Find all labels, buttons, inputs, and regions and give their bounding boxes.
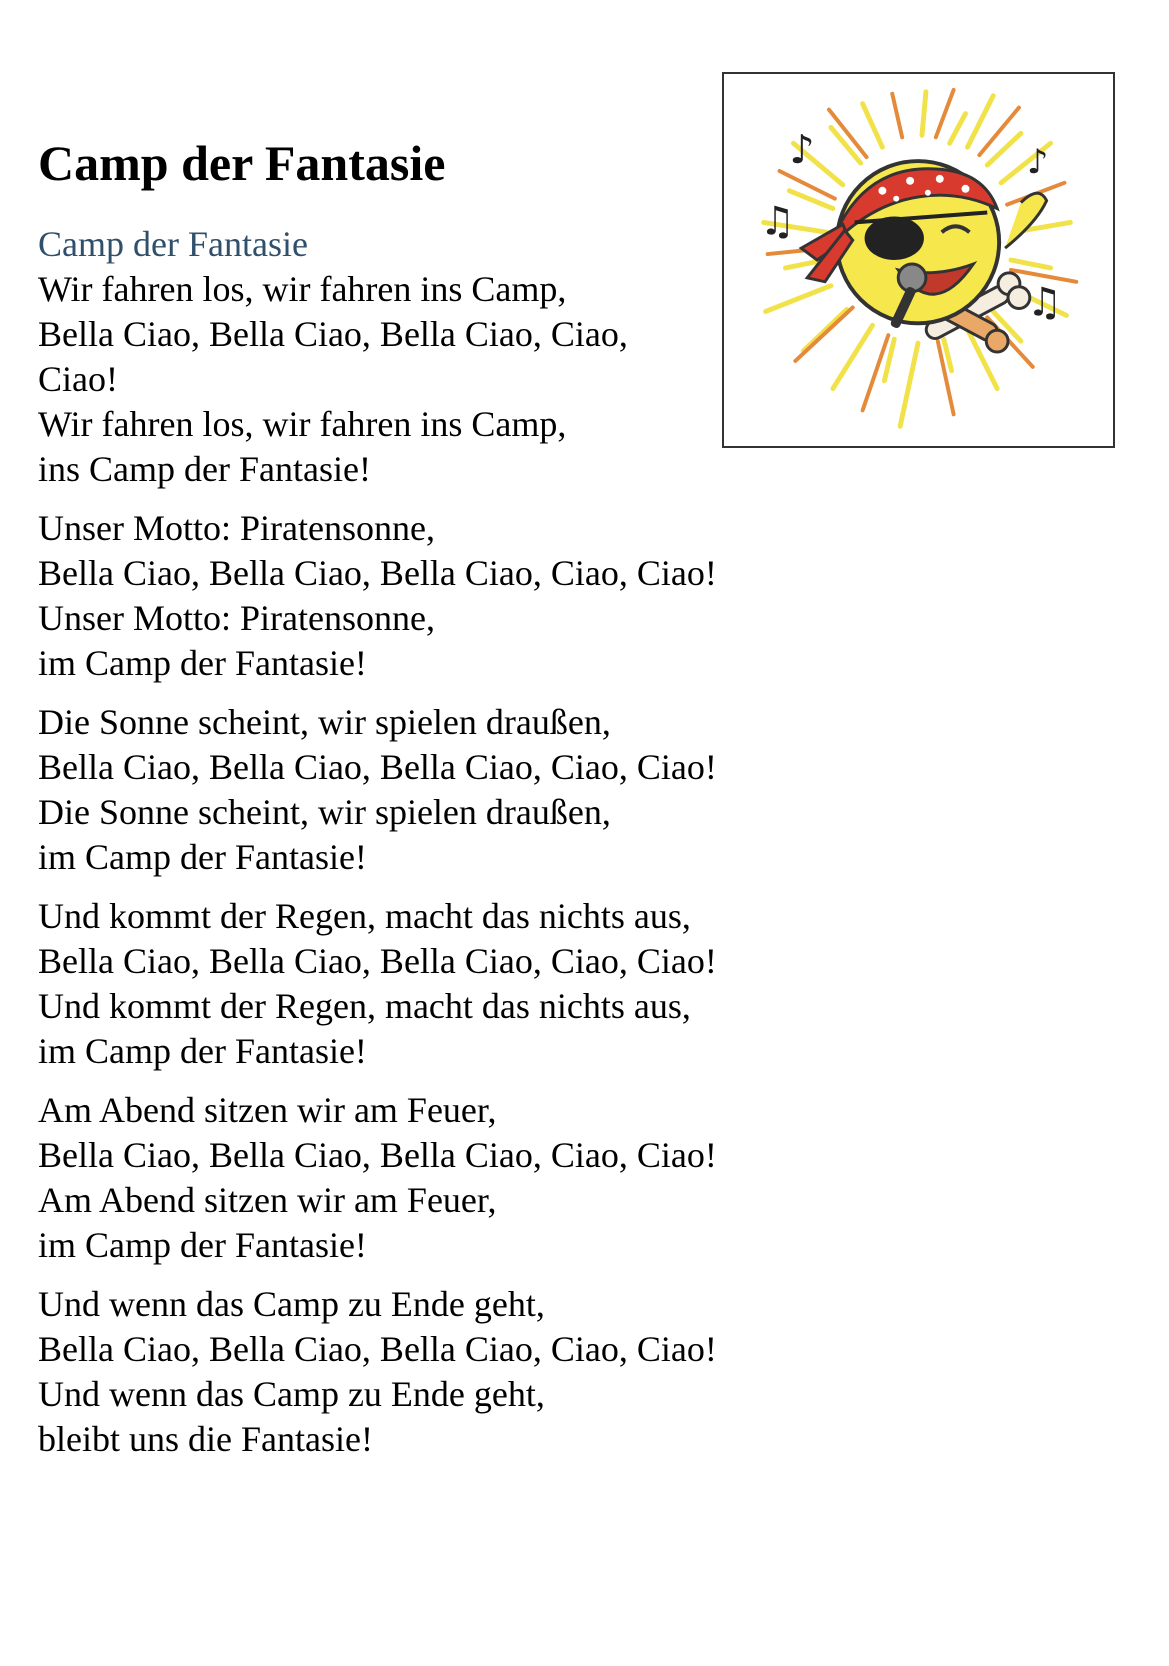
lyric-line: Bella Ciao, Bella Ciao, Bella Ciao, Ciao, Ciao! [38, 553, 717, 593]
lyric-line: Unser Motto: Piratensonne, [38, 598, 435, 638]
lyric-line: Bella Ciao, Bella Ciao, Bella Ciao, Ciao, Ciao! [38, 941, 717, 981]
lyric-line: Bella Ciao, Bella Ciao, Bella Ciao, Ciao, Ciao! [38, 314, 628, 399]
lyric-line: Und wenn das Camp zu Ende geht, [38, 1374, 545, 1414]
lyric-line: Wir fahren los, wir fahren ins Camp, [38, 404, 567, 444]
svg-text:♫: ♫ [1026, 279, 1063, 326]
lyrics [38, 222, 798, 1476]
stanza-6 [38, 1282, 798, 1462]
lyric-line: im Camp der Fantasie! [38, 1031, 367, 1071]
lyric-line: im Camp der Fantasie! [38, 643, 367, 683]
stanza-4 [38, 894, 798, 1074]
lyric-line: Wir fahren los, wir fahren ins Camp, [38, 269, 567, 309]
lyric-line: Und kommt der Regen, macht das nichts aus, [38, 986, 691, 1026]
lyric-line: Die Sonne scheint, wir spielen draußen, [38, 792, 611, 832]
lyric-line: im Camp der Fantasie! [38, 837, 367, 877]
lyric-line: Am Abend sitzen wir am Feuer, [38, 1180, 497, 1220]
stanza-5 [38, 1088, 798, 1268]
svg-text:♪: ♪ [789, 127, 815, 174]
lyric-line: Und wenn das Camp zu Ende geht, [38, 1284, 545, 1324]
lyric-line: Bella Ciao, Bella Ciao, Bella Ciao, Ciao, Ciao! [38, 1329, 717, 1369]
lyric-line: Die Sonne scheint, wir spielen draußen, [38, 702, 611, 742]
lyric-line: Unser Motto: Piratensonne, [38, 508, 435, 548]
lyric-line: bleibt uns die Fantasie! [38, 1419, 373, 1459]
stanza-2 [38, 506, 798, 686]
lyric-line: im Camp der Fantasie! [38, 1225, 367, 1265]
lyric-line: Bella Ciao, Bella Ciao, Bella Ciao, Ciao, Ciao! [38, 1135, 717, 1175]
page-title: Camp der Fantasie [38, 135, 446, 191]
lyric-line: ins Camp der Fantasie! [38, 449, 371, 489]
svg-text:♫: ♫ [759, 198, 796, 245]
stanza-1 [38, 267, 798, 492]
lyric-line: Am Abend sitzen wir am Feuer, [38, 1090, 497, 1130]
svg-text:♪: ♪ [1026, 141, 1049, 181]
song-subtitle: Camp der Fantasie [38, 224, 308, 264]
lyric-line: Und kommt der Regen, macht das nichts aus, [38, 896, 691, 936]
lyric-line: Bella Ciao, Bella Ciao, Bella Ciao, Ciao, Ciao! [38, 747, 717, 787]
stanza-3 [38, 700, 798, 880]
